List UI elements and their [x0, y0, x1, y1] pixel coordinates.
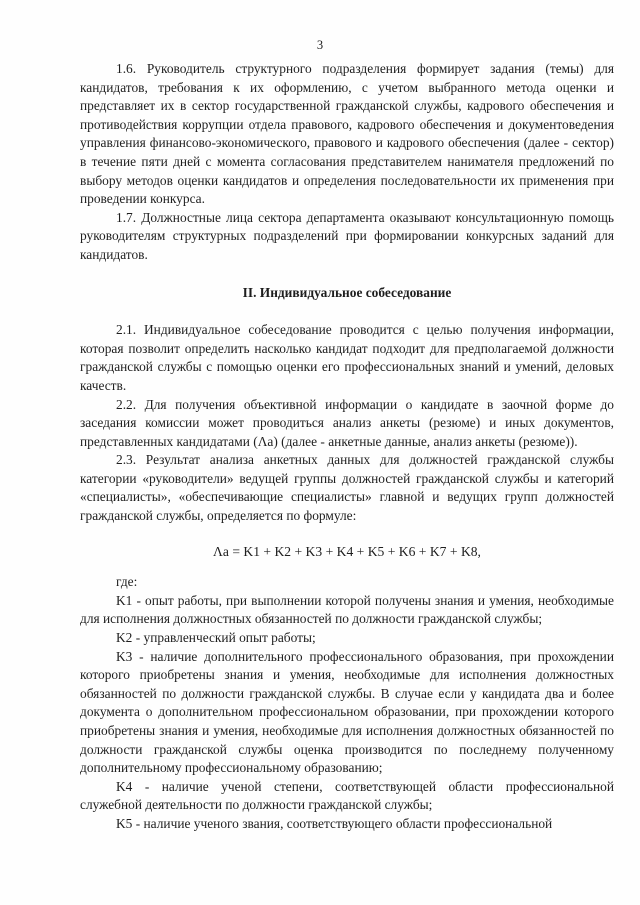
- paragraph-1-6: 1.6. Руководитель структурного подразделения формирует задания (темы) для кандидатов, требования к их оформлению, с учетом выбранного метода оценки и представляет их в сектор государственной гражданской службы, кадрового обеспечения и противодействия коррупции отдела правового, кадрового обеспечения и документоведения управления финансово-экономического, правового и кадрового обеспечения (далее - сектор) в течение пяти дней с момента согласования представителем нанимателя предложений по выбору методов оценки кандидатов и определения последовательности их применения при проведении конкурса.: [80, 61, 614, 207]
- formula: Λа = K1 + K2 + K3 + K4 + K5 + K6 + K7 + K8,: [213, 543, 481, 559]
- paragraph-2-1: 2.1. Индивидуальное собеседование проводится с целью получения информации, которая позволит определить насколько кандидат подходит для предполагаемой должности гражданской службы с помощью оценки его профессиональных знаний и умений, деловых качеств.: [80, 322, 614, 393]
- paragraph-1-7: 1.7. Должностные лица сектора департамента оказывают консультационную помощь руководителям структурных подразделений при формировании конкурсных заданий для кандидатов.: [80, 209, 614, 262]
- definition-k2: K2 - управленческий опыт работы;: [116, 630, 316, 646]
- definition-k1: K1 - опыт работы, при выполнении которой получены знания и умения, необходимые для исполнения должностных обязанностей по должности гражданской службы;: [80, 592, 614, 627]
- formula-where-label: где:: [116, 574, 138, 590]
- page-number: 3: [316, 38, 324, 52]
- definition-k4: K4 - наличие ученой степени, соответствующей области профессиональной служебной деятельности по должности гражданской службы;: [80, 778, 614, 813]
- section-heading-individual-interview: II. Индивидуальное собеседование: [242, 284, 452, 300]
- document-body: [80, 60, 614, 834]
- definition-k5: K5 - наличие ученого звания, соответствующего области профессиональной: [116, 815, 553, 831]
- definition-k3: K3 - наличие дополнительного профессионального образования, при прохождении которого приобретены знания и умения, необходимые для исполнения должностных обязанностей по должности гражданской службы. В случае если у кандидата два и более документа о дополнительном профессиональном образовании, при прохождении которого приобретены знания и умения, необходимые для исполнения должностных обязанностей по должности гражданской службы оценка производится по последнему полученному дополнительному профессиональному образованию;: [80, 648, 614, 776]
- paragraph-2-2: 2.2. Для получения объективной информации о кандидате в заочной форме до заседания комиссии может проводиться анализ анкеты (резюме) и иных документов, представленных кандидатами (Λа) (далее - анкетные данные, анализ анкеты (резюме)).: [80, 396, 614, 449]
- paragraph-2-3: 2.3. Результат анализа анкетных данных для должностей гражданской службы категории «руководители» ведущей группы должностей гражданской службы и категорий «специалисты», «обеспечивающие специалисты» главной и ведущих групп должностей гражданской службы, определяется по формуле:: [80, 452, 614, 524]
